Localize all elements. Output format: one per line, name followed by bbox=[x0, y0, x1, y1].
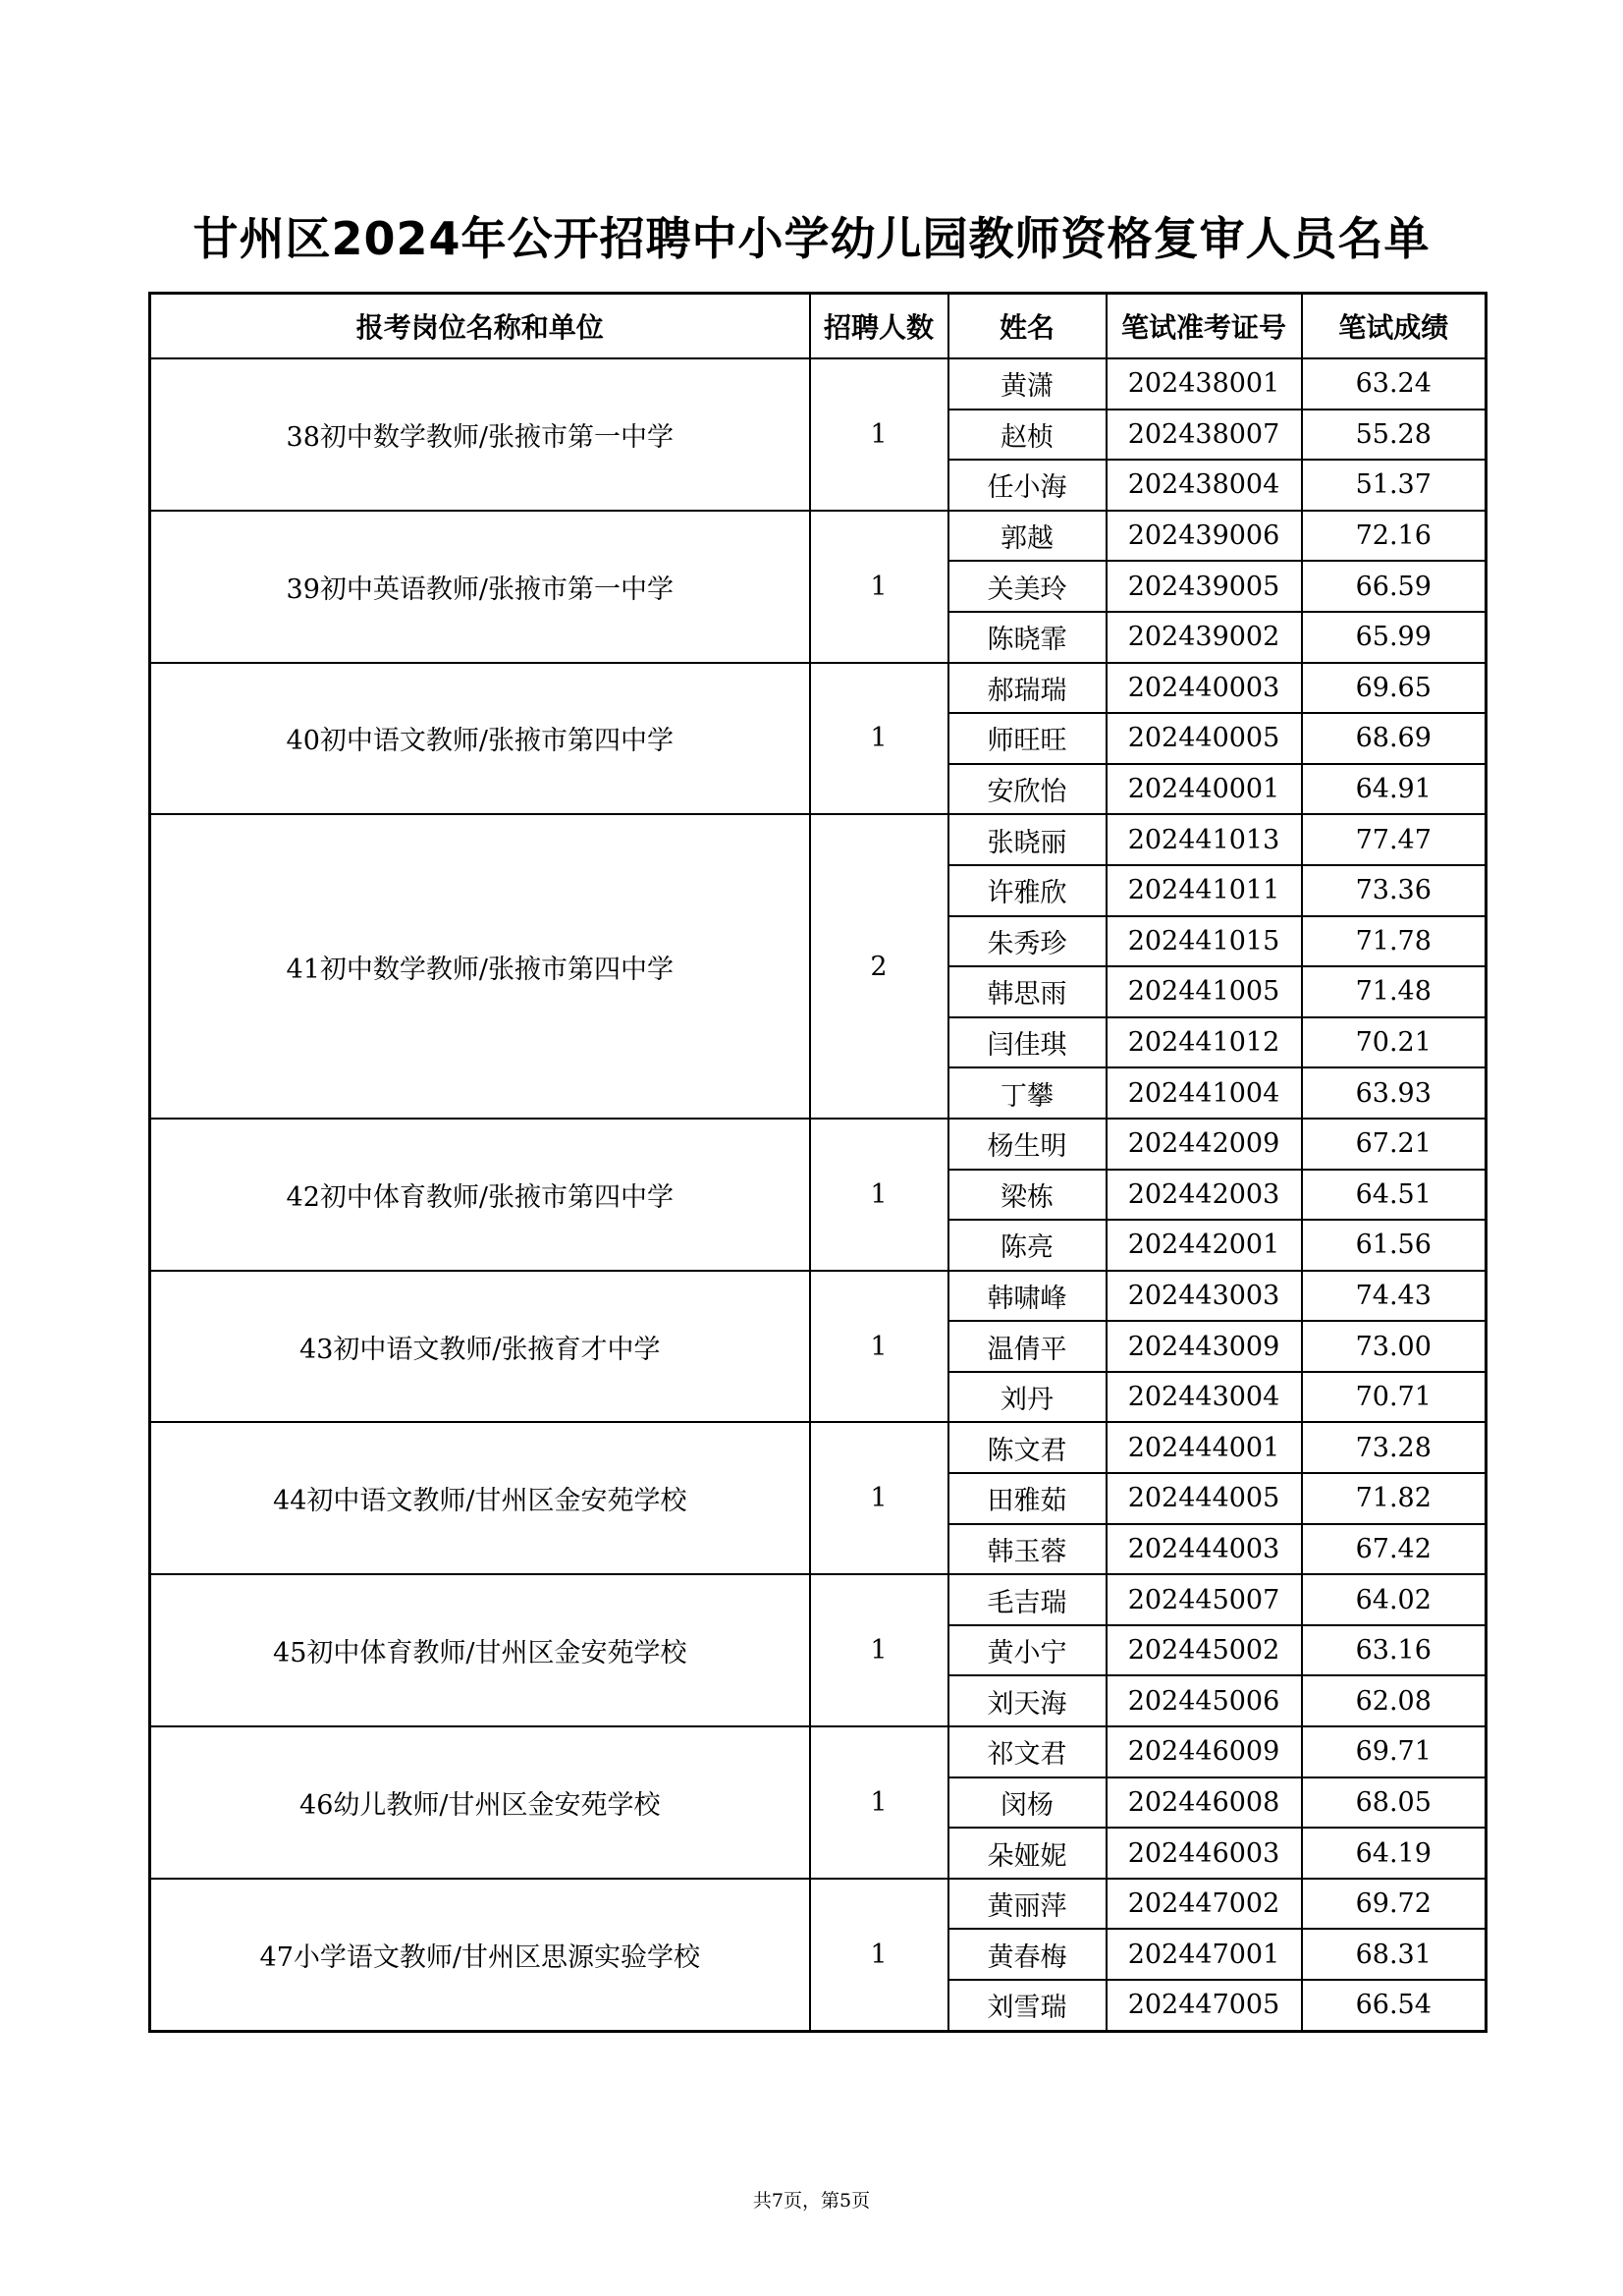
candidate-name-cell: 赵桢 bbox=[948, 410, 1107, 461]
candidate-name-cell: 黄潇 bbox=[948, 358, 1107, 410]
exam-id-cell: 202439002 bbox=[1107, 612, 1302, 663]
exam-id-cell: 202443009 bbox=[1107, 1321, 1302, 1372]
score-cell: 68.31 bbox=[1302, 1929, 1487, 1980]
candidate-name-cell: 黄小宁 bbox=[948, 1625, 1107, 1676]
quota-cell: 1 bbox=[810, 1574, 948, 1726]
quota-cell: 1 bbox=[810, 1422, 948, 1574]
score-cell: 73.28 bbox=[1302, 1422, 1487, 1473]
score-cell: 67.42 bbox=[1302, 1524, 1487, 1575]
exam-id-cell: 202441013 bbox=[1107, 814, 1302, 865]
score-cell: 68.69 bbox=[1302, 713, 1487, 764]
candidate-name-cell: 朵娅妮 bbox=[948, 1828, 1107, 1879]
exam-id-cell: 202447001 bbox=[1107, 1929, 1302, 1980]
score-cell: 55.28 bbox=[1302, 410, 1487, 461]
table-row bbox=[150, 1271, 1487, 1322]
table-row bbox=[150, 814, 1487, 865]
exam-id-cell: 202441011 bbox=[1107, 865, 1302, 916]
post-cell: 45初中体育教师/甘州区金安苑学校 bbox=[150, 1574, 810, 1726]
column-header-quota: 招聘人数 bbox=[810, 294, 948, 359]
quota-cell: 1 bbox=[810, 1271, 948, 1423]
column-header-post: 报考岗位名称和单位 bbox=[150, 294, 810, 359]
score-cell: 69.72 bbox=[1302, 1879, 1487, 1930]
score-cell: 69.65 bbox=[1302, 663, 1487, 714]
column-header-score: 笔试成绩 bbox=[1302, 294, 1487, 359]
candidate-name-cell: 丁攀 bbox=[948, 1067, 1107, 1119]
quota-cell: 1 bbox=[810, 1119, 948, 1271]
exam-id-cell: 202442003 bbox=[1107, 1170, 1302, 1221]
candidate-name-cell: 杨生明 bbox=[948, 1119, 1107, 1170]
candidate-name-cell: 许雅欣 bbox=[948, 865, 1107, 916]
score-cell: 72.16 bbox=[1302, 511, 1487, 562]
table-row bbox=[150, 511, 1487, 562]
table-row bbox=[150, 663, 1487, 714]
score-cell: 65.99 bbox=[1302, 612, 1487, 663]
post-cell: 47小学语文教师/甘州区思源实验学校 bbox=[150, 1879, 810, 2031]
candidate-name-cell: 安欣怡 bbox=[948, 764, 1107, 815]
exam-id-cell: 202444001 bbox=[1107, 1422, 1302, 1473]
candidate-name-cell: 刘雪瑞 bbox=[948, 1980, 1107, 2031]
candidate-name-cell: 闵杨 bbox=[948, 1777, 1107, 1829]
quota-cell: 1 bbox=[810, 358, 948, 511]
column-header-name: 姓名 bbox=[948, 294, 1107, 359]
exam-id-cell: 202447005 bbox=[1107, 1980, 1302, 2031]
score-cell: 70.21 bbox=[1302, 1017, 1487, 1068]
exam-id-cell: 202441004 bbox=[1107, 1067, 1302, 1119]
exam-id-cell: 202438004 bbox=[1107, 460, 1302, 511]
exam-id-cell: 202438007 bbox=[1107, 410, 1302, 461]
candidate-name-cell: 毛吉瑞 bbox=[948, 1574, 1107, 1625]
score-cell: 63.93 bbox=[1302, 1067, 1487, 1119]
candidate-name-cell: 韩啸峰 bbox=[948, 1271, 1107, 1322]
candidate-name-cell: 朱秀珍 bbox=[948, 916, 1107, 967]
score-cell: 61.56 bbox=[1302, 1220, 1487, 1271]
candidate-name-cell: 刘丹 bbox=[948, 1372, 1107, 1423]
exam-id-cell: 202440003 bbox=[1107, 663, 1302, 714]
quota-cell: 1 bbox=[810, 511, 948, 663]
candidate-name-cell: 韩思雨 bbox=[948, 966, 1107, 1017]
candidate-name-cell: 关美玲 bbox=[948, 561, 1107, 612]
candidate-name-cell: 陈晓霏 bbox=[948, 612, 1107, 663]
candidate-name-cell: 郭越 bbox=[948, 511, 1107, 562]
score-cell: 66.59 bbox=[1302, 561, 1487, 612]
candidate-name-cell: 陈文君 bbox=[948, 1422, 1107, 1473]
table-body bbox=[150, 358, 1487, 2031]
exam-id-cell: 202442001 bbox=[1107, 1220, 1302, 1271]
table-row bbox=[150, 1422, 1487, 1473]
exam-id-cell: 202439006 bbox=[1107, 511, 1302, 562]
score-cell: 64.02 bbox=[1302, 1574, 1487, 1625]
candidate-name-cell: 陈亮 bbox=[948, 1220, 1107, 1271]
exam-id-cell: 202445007 bbox=[1107, 1574, 1302, 1625]
candidate-name-cell: 郝瑞瑞 bbox=[948, 663, 1107, 714]
score-cell: 63.16 bbox=[1302, 1625, 1487, 1676]
exam-id-cell: 202445006 bbox=[1107, 1675, 1302, 1726]
page-title: 甘州区2024年公开招聘中小学幼儿园教师资格复审人员名单 bbox=[192, 212, 1431, 265]
exam-id-cell: 202444005 bbox=[1107, 1473, 1302, 1524]
score-cell: 64.51 bbox=[1302, 1170, 1487, 1221]
post-cell: 40初中语文教师/张掖市第四中学 bbox=[150, 663, 810, 815]
exam-id-cell: 202441015 bbox=[1107, 916, 1302, 967]
score-cell: 63.24 bbox=[1302, 358, 1487, 410]
score-cell: 64.19 bbox=[1302, 1828, 1487, 1879]
score-cell: 71.82 bbox=[1302, 1473, 1487, 1524]
candidate-name-cell: 温倩平 bbox=[948, 1321, 1107, 1372]
exam-id-cell: 202439005 bbox=[1107, 561, 1302, 612]
candidate-name-cell: 田雅茹 bbox=[948, 1473, 1107, 1524]
candidate-table bbox=[148, 292, 1488, 2033]
score-cell: 74.43 bbox=[1302, 1271, 1487, 1322]
post-cell: 44初中语文教师/甘州区金安苑学校 bbox=[150, 1422, 810, 1574]
exam-id-cell: 202443003 bbox=[1107, 1271, 1302, 1322]
candidate-name-cell: 张晓丽 bbox=[948, 814, 1107, 865]
candidate-name-cell: 师旺旺 bbox=[948, 713, 1107, 764]
table-row bbox=[150, 358, 1487, 410]
page-footer: 共7页，第5页 bbox=[752, 2190, 871, 2212]
exam-id-cell: 202441005 bbox=[1107, 966, 1302, 1017]
post-cell: 41初中数学教师/张掖市第四中学 bbox=[150, 814, 810, 1119]
exam-id-cell: 202438001 bbox=[1107, 358, 1302, 410]
exam-id-cell: 202444003 bbox=[1107, 1524, 1302, 1575]
quota-cell: 1 bbox=[810, 1879, 948, 2031]
candidate-name-cell: 梁栋 bbox=[948, 1170, 1107, 1221]
exam-id-cell: 202447002 bbox=[1107, 1879, 1302, 1930]
table-row bbox=[150, 1574, 1487, 1625]
score-cell: 68.05 bbox=[1302, 1777, 1487, 1829]
quota-cell: 1 bbox=[810, 663, 948, 815]
exam-id-cell: 202440001 bbox=[1107, 764, 1302, 815]
score-cell: 77.47 bbox=[1302, 814, 1487, 865]
post-cell: 46幼儿教师/甘州区金安苑学校 bbox=[150, 1726, 810, 1879]
exam-id-cell: 202442009 bbox=[1107, 1119, 1302, 1170]
candidate-name-cell: 黄丽萍 bbox=[948, 1879, 1107, 1930]
post-cell: 43初中语文教师/张掖育才中学 bbox=[150, 1271, 810, 1423]
candidate-name-cell: 黄春梅 bbox=[948, 1929, 1107, 1980]
quota-cell: 2 bbox=[810, 814, 948, 1119]
post-cell: 42初中体育教师/张掖市第四中学 bbox=[150, 1119, 810, 1271]
score-cell: 71.78 bbox=[1302, 916, 1487, 967]
candidate-name-cell: 任小海 bbox=[948, 460, 1107, 511]
candidate-name-cell: 韩玉蓉 bbox=[948, 1524, 1107, 1575]
score-cell: 73.00 bbox=[1302, 1321, 1487, 1372]
candidate-name-cell: 刘天海 bbox=[948, 1675, 1107, 1726]
quota-cell: 1 bbox=[810, 1726, 948, 1879]
exam-id-cell: 202440005 bbox=[1107, 713, 1302, 764]
table-row bbox=[150, 1119, 1487, 1170]
score-cell: 66.54 bbox=[1302, 1980, 1487, 2031]
score-cell: 51.37 bbox=[1302, 460, 1487, 511]
exam-id-cell: 202446008 bbox=[1107, 1777, 1302, 1829]
table-row bbox=[150, 1726, 1487, 1777]
score-cell: 69.71 bbox=[1302, 1726, 1487, 1777]
exam-id-cell: 202446009 bbox=[1107, 1726, 1302, 1777]
score-cell: 70.71 bbox=[1302, 1372, 1487, 1423]
exam-id-cell: 202441012 bbox=[1107, 1017, 1302, 1068]
score-cell: 62.08 bbox=[1302, 1675, 1487, 1726]
candidate-name-cell: 闫佳琪 bbox=[948, 1017, 1107, 1068]
score-cell: 71.48 bbox=[1302, 966, 1487, 1017]
exam-id-cell: 202445002 bbox=[1107, 1625, 1302, 1676]
score-cell: 64.91 bbox=[1302, 764, 1487, 815]
column-header-exam-id: 笔试准考证号 bbox=[1107, 294, 1302, 359]
table-header-row bbox=[150, 294, 1487, 359]
post-cell: 39初中英语教师/张掖市第一中学 bbox=[150, 511, 810, 663]
exam-id-cell: 202443004 bbox=[1107, 1372, 1302, 1423]
score-cell: 73.36 bbox=[1302, 865, 1487, 916]
post-cell: 38初中数学教师/张掖市第一中学 bbox=[150, 358, 810, 511]
exam-id-cell: 202446003 bbox=[1107, 1828, 1302, 1879]
candidate-name-cell: 祁文君 bbox=[948, 1726, 1107, 1777]
score-cell: 67.21 bbox=[1302, 1119, 1487, 1170]
table-row bbox=[150, 1879, 1487, 1930]
